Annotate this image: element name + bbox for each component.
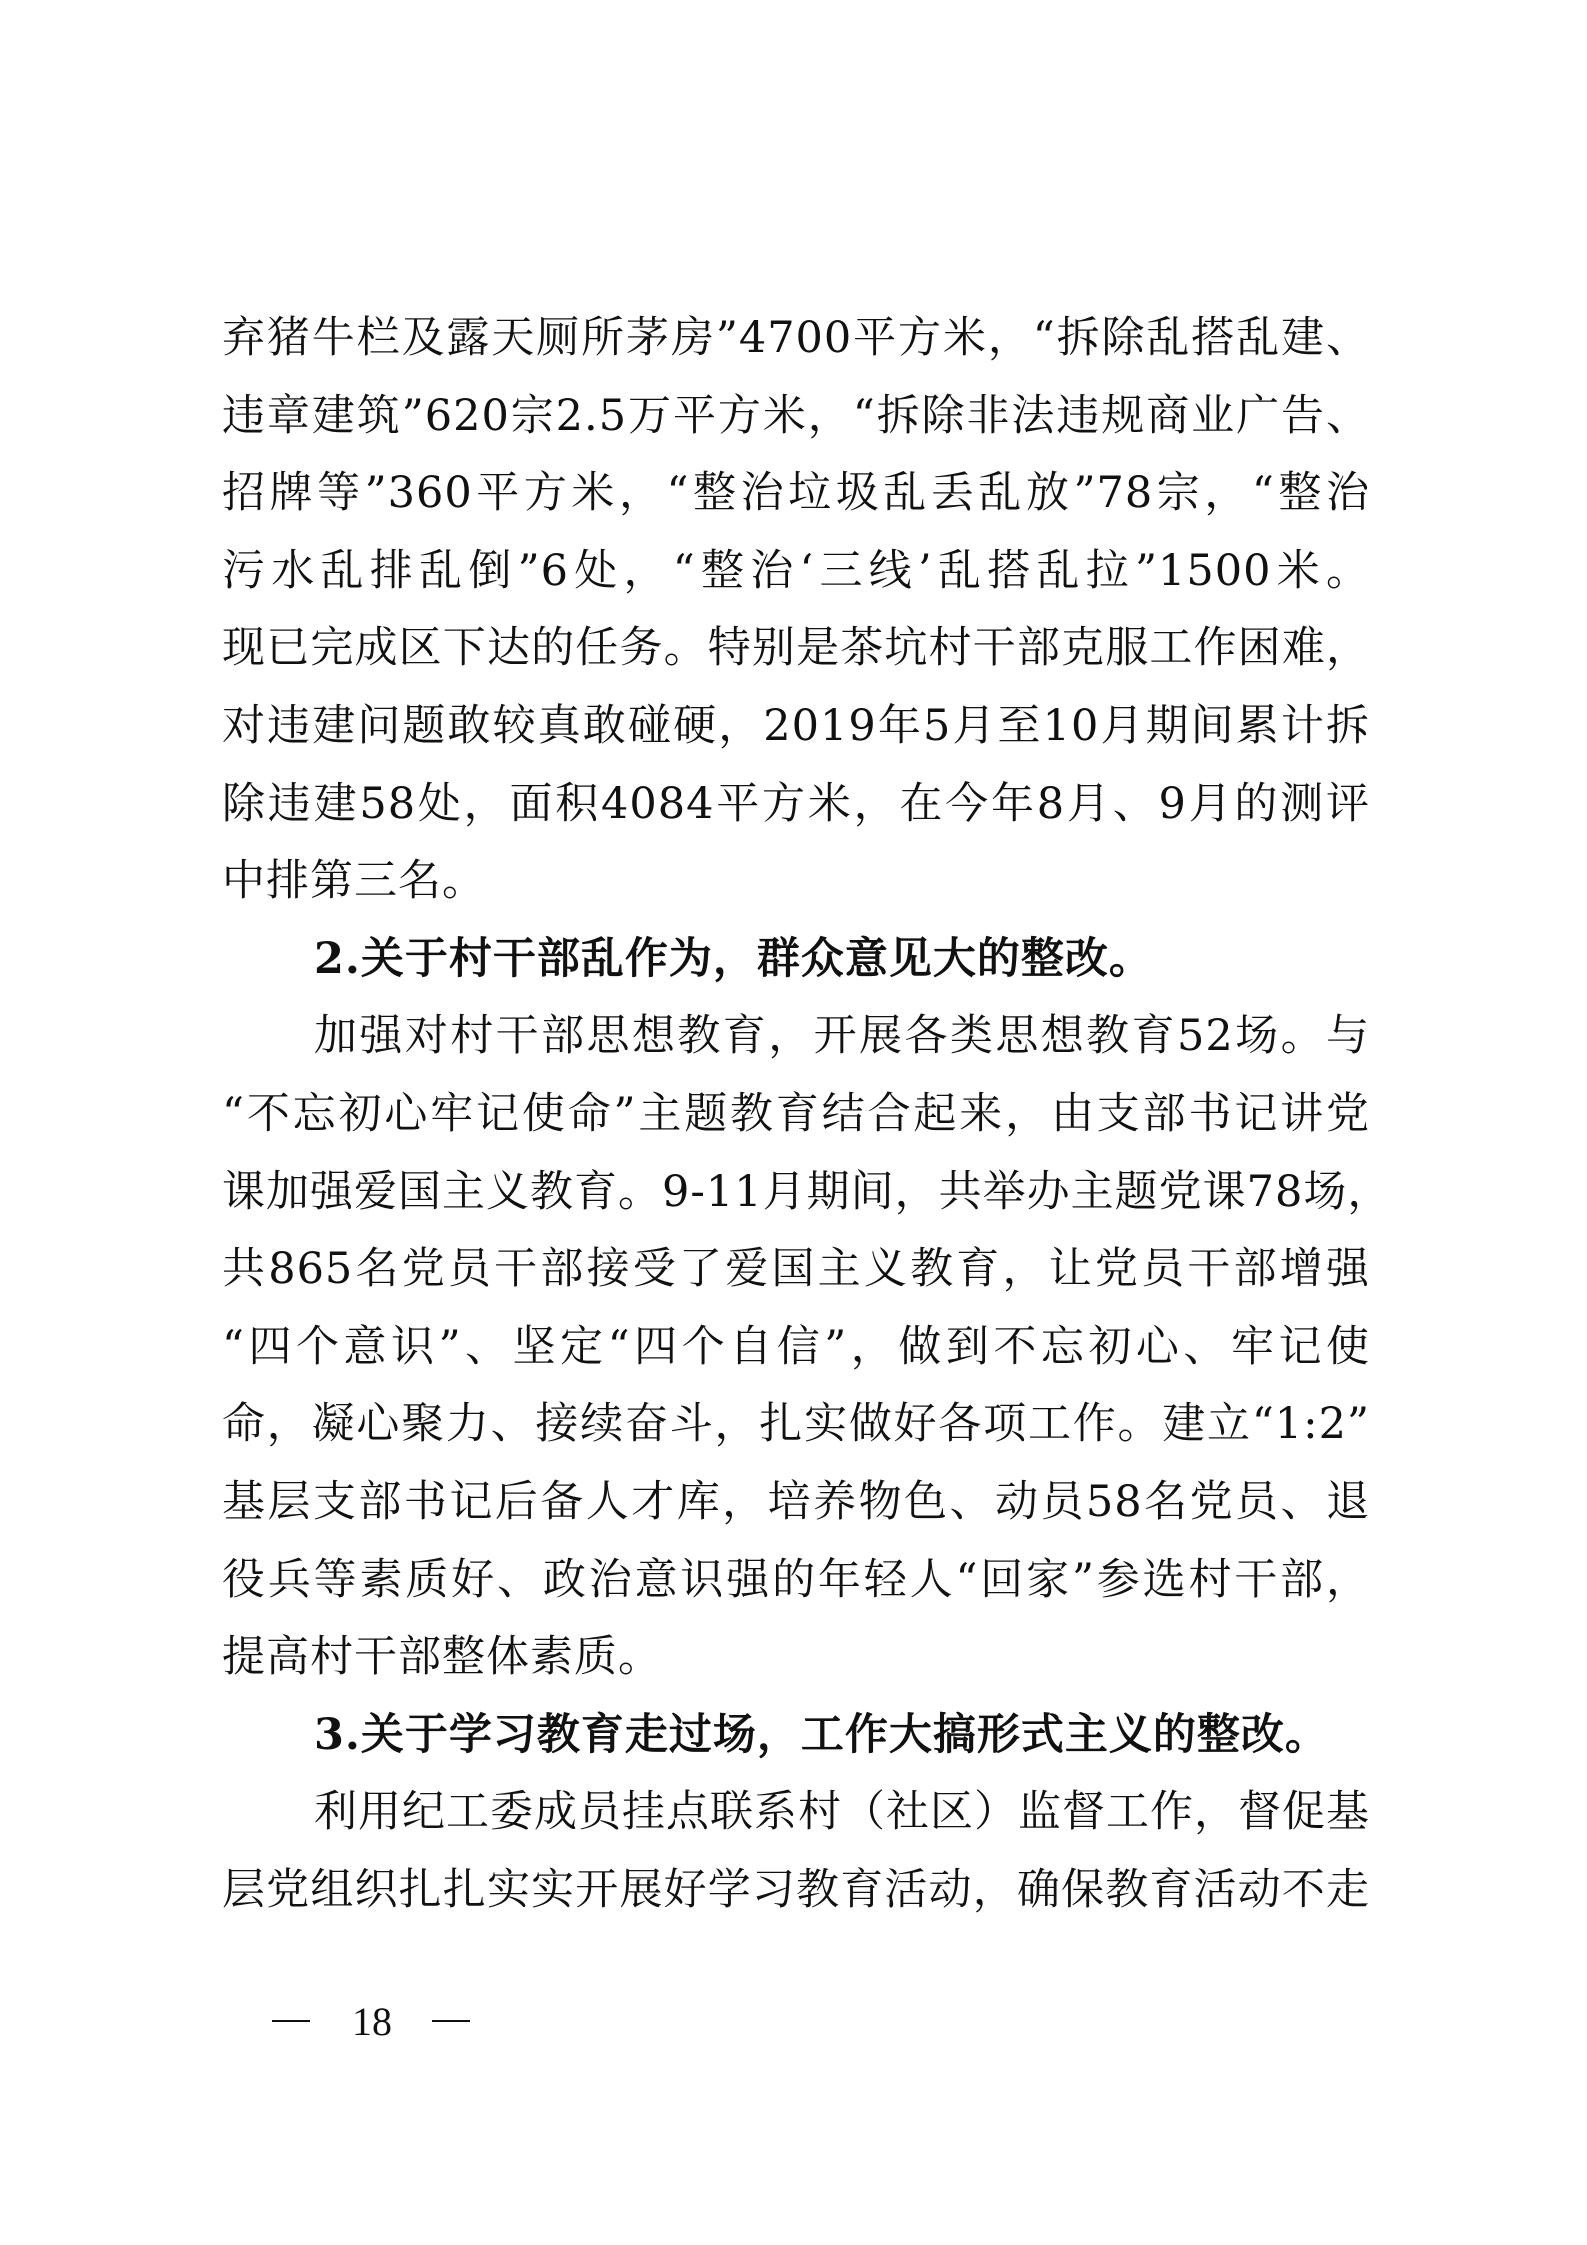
- text-line: “不忘初心牢记使命”主题教育结合起来，由支部书记讲党: [222, 1088, 1370, 1139]
- text-line: 基层支部书记后备人才库，培养物色、动员58名党员、退: [222, 1476, 1370, 1527]
- text-line: 对违建问题敢较真敢碰硬，2019年5月至10月期间累计拆: [222, 700, 1370, 751]
- text-line: 共865名党员干部接受了爱国主义教育，让党员干部增强: [222, 1244, 1370, 1295]
- text-line: 中排第三名。: [222, 856, 486, 907]
- text-line: 弃猪牛栏及露天厕所茅房”4700平方米，“拆除乱搭乱建、: [222, 313, 1370, 363]
- text-line: 层党组织扎扎实实开展好学习教育活动，确保教育活动不走: [222, 1864, 1370, 1915]
- left-dash: [272, 2020, 310, 2022]
- page-number-value: 18: [352, 1998, 392, 2044]
- text-line: 招牌等”360平方米，“整治垃圾乱丢乱放”78宗，“整治: [222, 468, 1370, 519]
- page-number: [272, 1996, 470, 2046]
- text-line: 课加强爱国主义教育。9-11月期间，共举办主题党课78场，: [222, 1166, 1392, 1217]
- text-line: 命，凝心聚力、接续奋斗，扎实做好各项工作。建立“1:2”: [222, 1399, 1370, 1450]
- section-heading: 3.关于学习教育走过场，工作大搞形式主义的整改。: [314, 1709, 1329, 1760]
- text-line: 违章建筑”620宗2.5万平方米，“拆除非法违规商业广告、: [222, 390, 1370, 441]
- text-line: 加强对村干部思想教育，开展各类思想教育52场。与: [314, 1011, 1370, 1062]
- text-line: 污水乱排乱倒”6处，“整治‘三线’乱搭乱拉”1500米。: [222, 545, 1370, 596]
- text-line: 提高村干部整体素质。: [222, 1632, 662, 1683]
- text-line: 利用纪工委成员挂点联系村（社区）监督工作，督促基: [314, 1787, 1370, 1838]
- section-heading: 2.关于村干部乱作为，群众意见大的整改。: [314, 933, 1153, 984]
- text-line: 除违建58处，面积4084平方米，在今年8月、9月的测评: [222, 778, 1370, 829]
- right-dash: [432, 2020, 470, 2022]
- text-line: 役兵等素质好、政治意识强的年轻人“回家”参选村干部，: [222, 1554, 1370, 1605]
- text-line: 现已完成区下达的任务。特别是茶坑村干部克服工作困难，: [222, 623, 1370, 674]
- body-text: [222, 300, 1392, 1929]
- text-line: “四个意识”、坚定“四个自信”，做到不忘初心、牢记使: [222, 1321, 1370, 1372]
